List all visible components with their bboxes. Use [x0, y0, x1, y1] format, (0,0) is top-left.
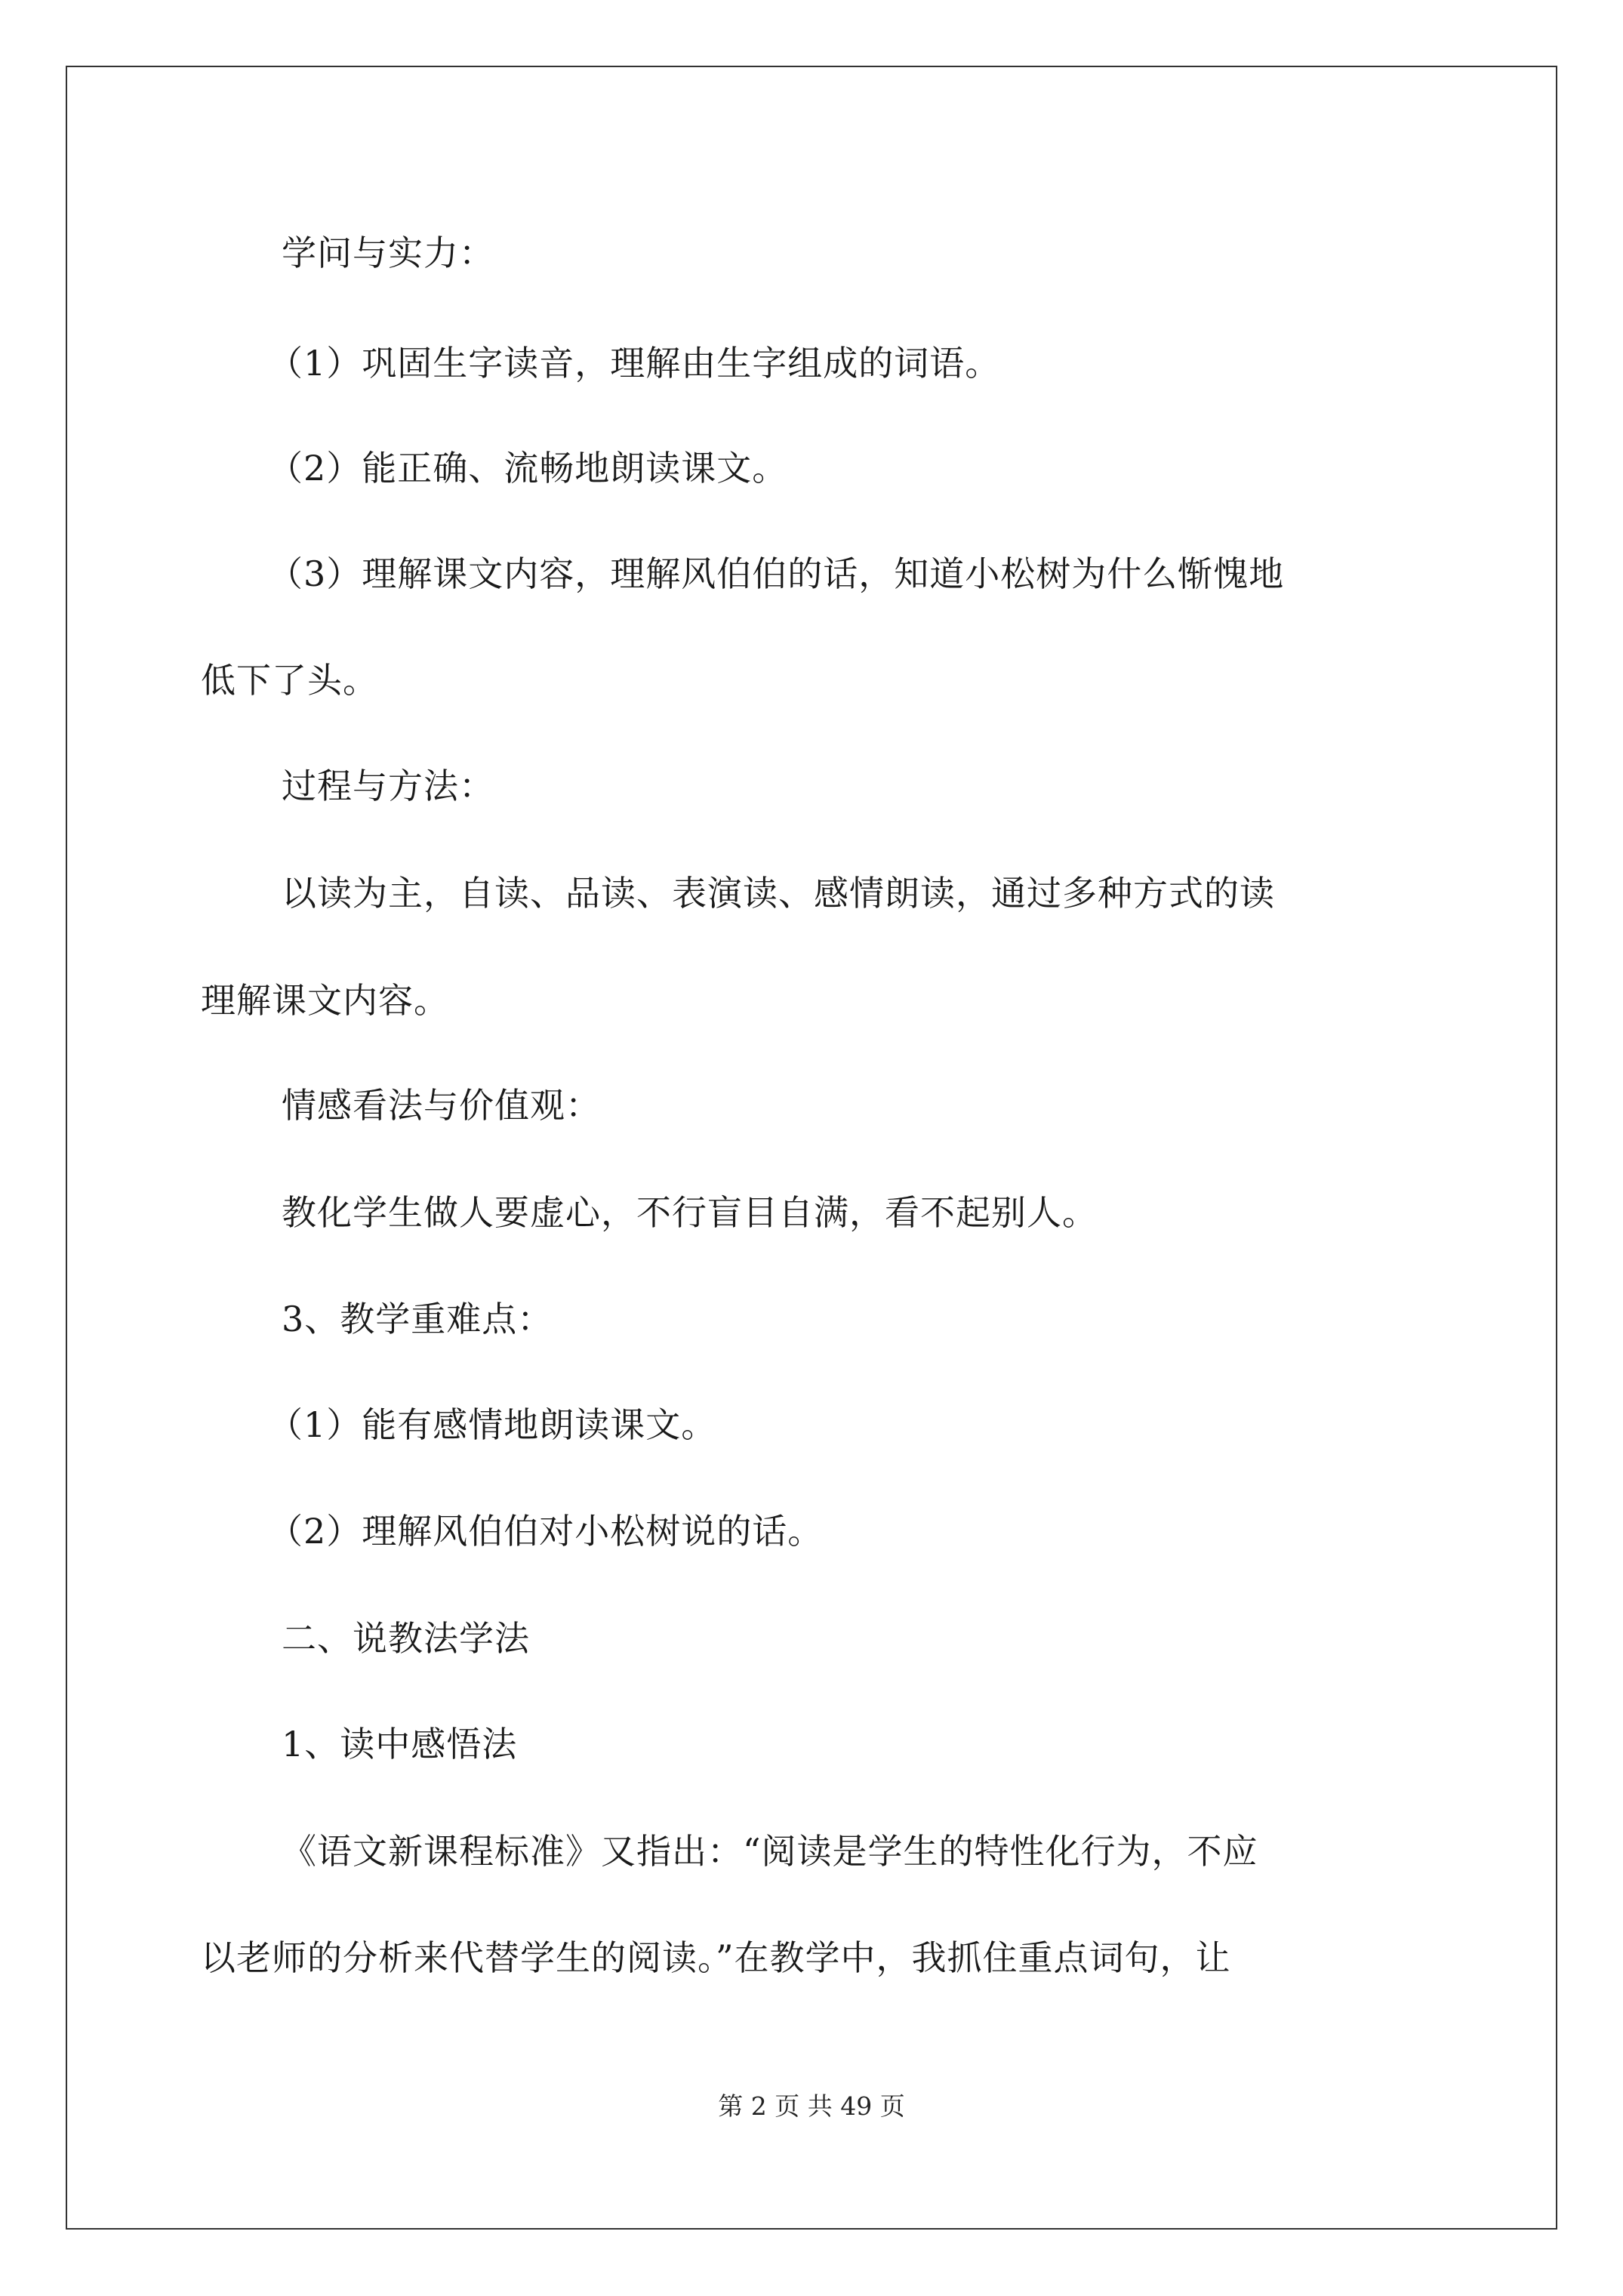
text-line: 以老师的分析来代替学生的阅读。”在教学中，我抓住重点词句，让 — [201, 1937, 1231, 1978]
text-line: 3、教学重难点： — [282, 1299, 553, 1339]
text-line: （2）理解风伯伯对小松树说的话。 — [268, 1511, 824, 1552]
text-line: 1、读中感悟法 — [282, 1724, 518, 1764]
text-line: 教化学生做人要虚心，不行盲目自满，看不起别人。 — [282, 1192, 1098, 1233]
text-line: 情感看法与价值观： — [282, 1085, 601, 1126]
text-line: 理解课文内容。 — [201, 980, 449, 1021]
text-line: （3）理解课文内容，理解风伯伯的话，知道小松树为什么惭愧地 — [268, 553, 1285, 594]
text-line: 以读为主，自读、品读、表演读、感情朗读，通过多种方式的读 — [282, 873, 1275, 914]
text-line: （1）能有感情地朗读课文。 — [268, 1404, 717, 1445]
text-line: 低下了头。 — [201, 660, 378, 701]
text-line: （2）能正确、流畅地朗读课文。 — [268, 448, 788, 488]
text-line: 过程与方法： — [282, 766, 494, 806]
text-line: 学问与实力： — [282, 233, 494, 273]
text-line: 《语文新课程标准》又指出：“阅读是学生的特性化行为，不应 — [282, 1831, 1258, 1872]
text-line: 二、说教法学法 — [282, 1618, 530, 1659]
text-line: （1）巩固生字读音，理解由生字组成的词语。 — [268, 343, 1001, 384]
page-footer: 第 2 页 共 49 页 — [718, 2091, 905, 2121]
page-border — [66, 66, 1557, 2230]
